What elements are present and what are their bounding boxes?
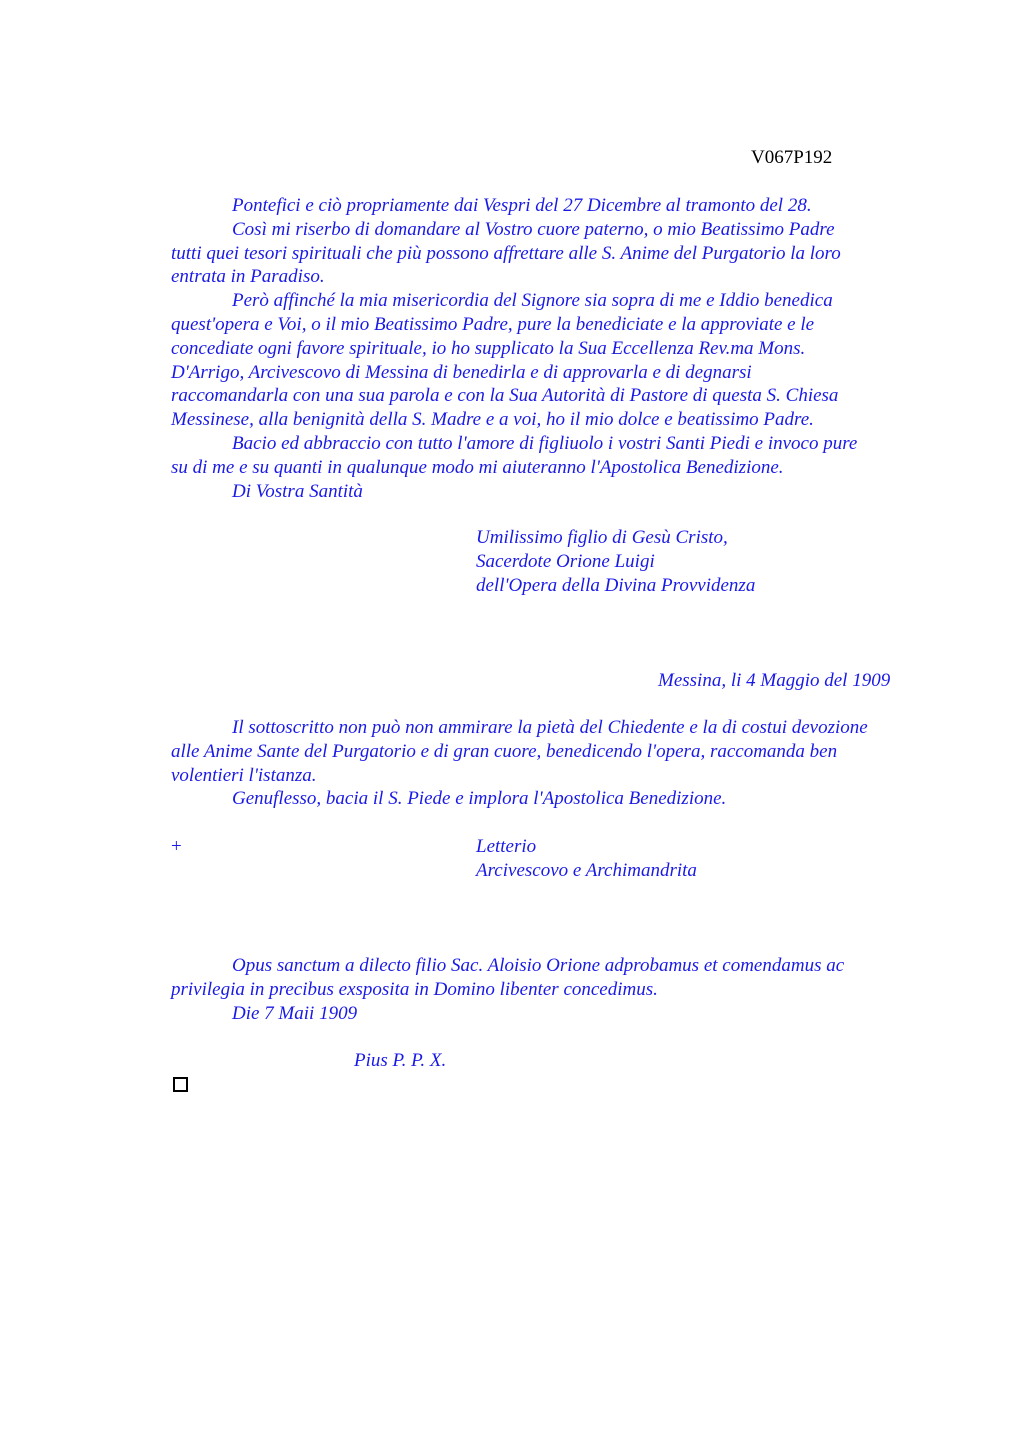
signature-line: Sacerdote Orione Luigi bbox=[476, 550, 655, 572]
approval-body bbox=[171, 954, 844, 1025]
letter-line: Però affinché la mia misericordia del Signore sia sopra di me e Iddio benedica bbox=[232, 290, 833, 312]
letter-line: tutti quei tesori spirituali che più possono affrettare alle S. Anime del Purgatorio la loro bbox=[171, 242, 841, 264]
letter-line: Così mi riserbo di domandare al Vostro cuore paterno, o mio Beatissimo Padre bbox=[232, 218, 835, 240]
approval-line: privilegia in precibus exsposita in Domino libenter concedimus. bbox=[171, 978, 658, 1000]
cross-mark: + bbox=[171, 836, 182, 857]
square-icon bbox=[173, 1077, 188, 1092]
signature-line: dell'Opera della Divina Provvidenza bbox=[476, 574, 756, 596]
approval-line: Die 7 Maii 1909 bbox=[232, 1002, 358, 1024]
signature-line: Umilissimo figlio di Gesù Cristo, bbox=[476, 527, 728, 548]
letter-line: raccomandarla con una sua parola e con la Sua Autorità di Pastore di questa S. Chiesa bbox=[171, 385, 839, 407]
endorsement-line: Il sottoscritto non può non ammirare la pietà del Chiedente e la di costui devozione bbox=[232, 717, 868, 738]
letter-line: Bacio ed abbraccio con tutto l'amore di figliuolo i vostri Santi Piedi e invoco pure bbox=[232, 432, 858, 454]
signature-line: Letterio bbox=[476, 836, 537, 857]
letter-line: su di me e su quanti in qualunque modo mi aiuteranno l'Apostolica Benedizione. bbox=[171, 456, 784, 478]
letter-line: Messinese, alla benignità della S. Madre e a voi, ho il mio dolce e beatissimo Padre. bbox=[171, 409, 814, 431]
letter-line: concediate ogni favore spirituale, io ho supplicato la Sua Eccellenza Rev.ma Mons. bbox=[171, 337, 806, 359]
endorsement-body bbox=[171, 716, 868, 811]
endorsement-date: Messina, li 4 Maggio del 1909 bbox=[658, 670, 891, 691]
letter-line: Pontefici e ciò propriamente dai Vespri del 27 Dicembre al tramonto del 28. bbox=[232, 195, 812, 216]
letter-body bbox=[171, 194, 857, 503]
papal-signature: Pius P. P. X. bbox=[354, 1050, 447, 1071]
page-reference: V067P192 bbox=[751, 147, 833, 168]
approval-line: Opus sanctum a dilecto filio Sac. Aloisio Orione adprobamus et comendamus ac bbox=[232, 955, 845, 976]
letter-closing: Di Vostra Santità bbox=[232, 480, 363, 502]
letter-line: D'Arrigo, Arcivescovo di Messina di benedirla e di approvarla e di degnarsi bbox=[171, 361, 752, 383]
endorsement-signature bbox=[476, 835, 697, 883]
endorsement-line: volentieri l'istanza. bbox=[171, 764, 317, 786]
letter-line: entrata in Paradiso. bbox=[171, 266, 325, 288]
letter-signature bbox=[476, 526, 755, 597]
letter-line: quest'opera e Voi, o il mio Beatissimo Padre, pure la benediciate e la approviate e le bbox=[171, 313, 815, 335]
signature-line: Arcivescovo e Archimandrita bbox=[476, 859, 697, 881]
endorsement-line: alle Anime Sante del Purgatorio e di gran cuore, benedicendo l'opera, raccomanda ben bbox=[171, 740, 838, 762]
endorsement-line: Genuflesso, bacia il S. Piede e implora l'Apostolica Benedizione. bbox=[232, 788, 727, 810]
